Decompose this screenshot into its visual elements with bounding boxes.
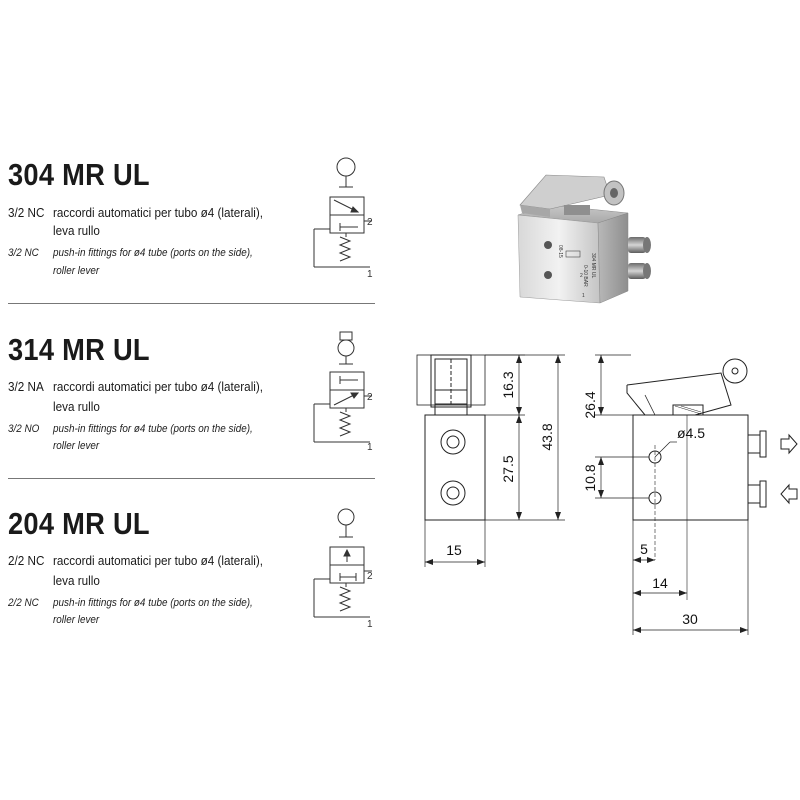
separator: [8, 303, 375, 304]
photo-model-label: 304 MR UL: [590, 253, 596, 279]
spec-line-en: [8, 421, 253, 437]
description-it: raccordi automatici per tubo ø4 (laterali),: [53, 553, 264, 568]
port-2-label: 2: [367, 571, 373, 582]
separator: [8, 478, 375, 479]
front-view: [417, 355, 565, 567]
photo-port2-label: 2: [580, 273, 583, 279]
description-it-cont: leva rullo: [53, 399, 100, 414]
product-title: 304 MR UL: [8, 157, 150, 192]
dim-hole-spacing: 10.8: [582, 464, 598, 492]
spec-line-it-cont: [8, 223, 100, 239]
photo-pressure-label: 0-10 BAR: [582, 265, 588, 287]
spec-line-it: [8, 205, 263, 221]
product-title: 314 MR UL: [8, 332, 150, 367]
spec-line-it-cont: [8, 399, 100, 415]
function-code-it: 3/2 NC: [8, 205, 45, 220]
dim-lever-offset: 14: [652, 575, 668, 591]
spec-line-en: [8, 245, 253, 261]
description-it: raccordi automatici per tubo ø4 (laterali),: [53, 205, 264, 220]
function-code-it: 3/2 NA: [8, 379, 44, 394]
port-1-label: 1: [367, 442, 373, 453]
port-2-label: 2: [367, 217, 373, 228]
function-code-en: 3/2 NC: [8, 247, 39, 259]
product-title: 204 MR UL: [8, 506, 150, 541]
description-en-cont: roller lever: [53, 614, 100, 626]
dim-front-lower-height: 27.5: [500, 455, 516, 483]
spec-line-en-cont: [8, 612, 99, 628]
photo-side-label: 08-15: [557, 245, 563, 258]
port-1-label: 1: [367, 269, 373, 280]
function-code-en: 3/2 NO: [8, 423, 40, 435]
port-2-label: 2: [367, 392, 373, 403]
product-photo: [510, 165, 660, 305]
description-en: push-in fittings for ø4 tube (ports on the side),: [53, 423, 253, 435]
description-it-cont: leva rullo: [53, 573, 100, 588]
dim-front-upper-height: 16.3: [500, 371, 516, 399]
description-en: push-in fittings for ø4 tube (ports on the side),: [53, 597, 253, 609]
function-code-it: 2/2 NC: [8, 553, 45, 568]
dim-front-total-height: 43.8: [539, 423, 555, 451]
description-it-cont: leva rullo: [53, 223, 100, 238]
side-view: [595, 355, 797, 635]
dim-hole-offset: 5: [640, 541, 648, 557]
description-en-cont: roller lever: [53, 265, 100, 277]
valve-symbol-314: [310, 330, 380, 455]
photo-port1-label: 1: [582, 293, 585, 299]
dim-side-width: 30: [682, 611, 698, 627]
spec-line-it-cont: [8, 573, 100, 589]
dim-hole-diameter: ø4.5: [677, 425, 706, 441]
technical-drawing: [405, 345, 800, 645]
valve-symbol-204: [310, 505, 380, 630]
description-en: push-in fittings for ø4 tube (ports on the side),: [53, 247, 253, 259]
description-en-cont: roller lever: [53, 440, 100, 452]
dim-side-lever-height: 26.4: [582, 391, 598, 419]
dim-front-width: 15: [446, 542, 462, 558]
spec-line-en-cont: [8, 438, 99, 454]
description-it: raccordi automatici per tubo ø4 (laterali),: [53, 379, 264, 394]
spec-line-it: [8, 379, 263, 395]
function-code-en: 2/2 NC: [8, 597, 39, 609]
spec-line-it: [8, 553, 263, 569]
spec-line-en-cont: [8, 263, 99, 279]
spec-line-en: [8, 595, 253, 611]
port-1-label: 1: [367, 619, 373, 630]
valve-symbol-304: [310, 155, 380, 280]
